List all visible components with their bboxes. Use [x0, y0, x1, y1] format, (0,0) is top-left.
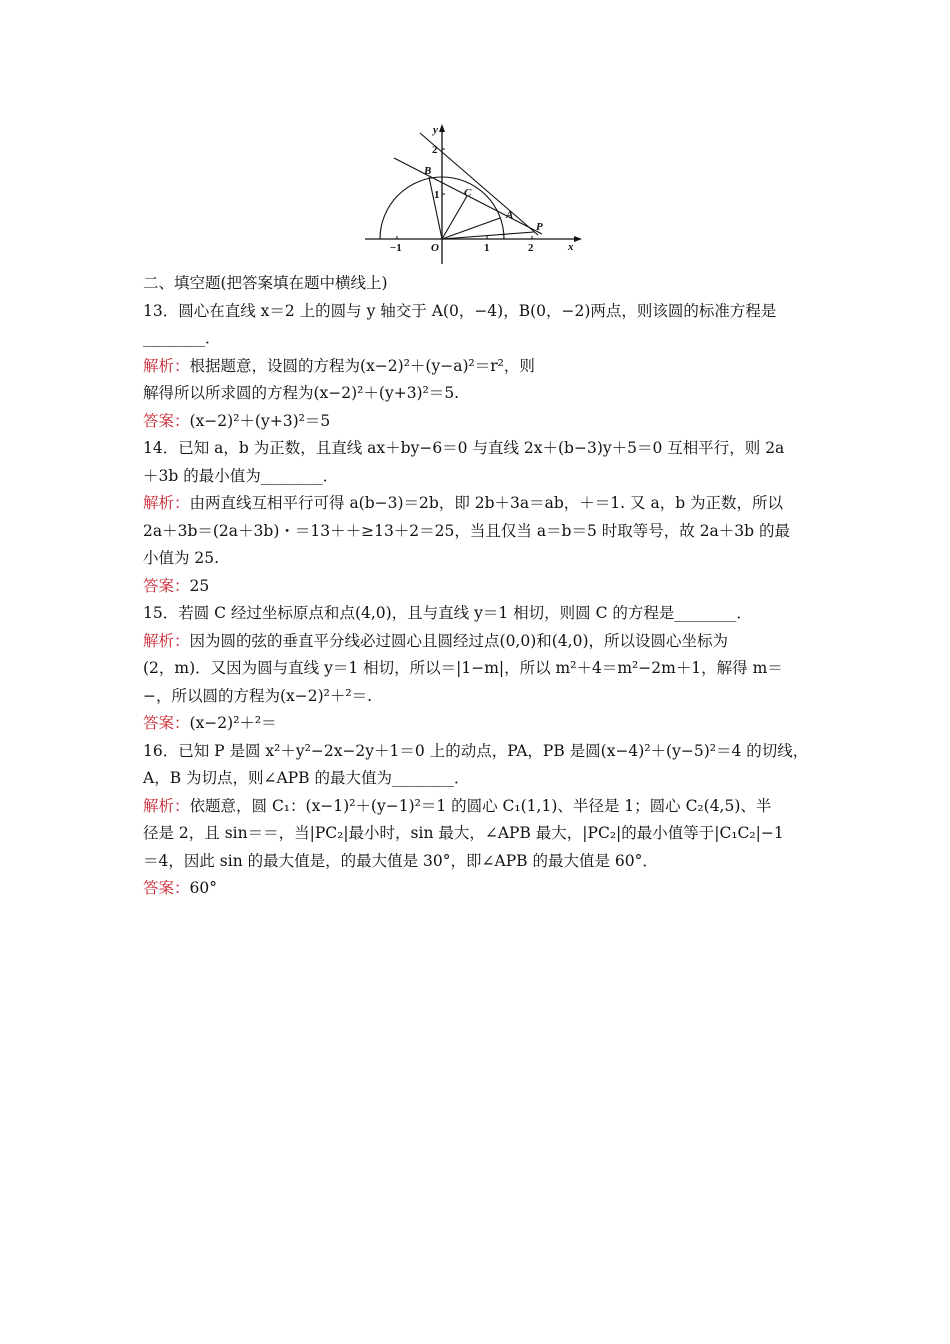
- analysis-label: 解析：: [143, 494, 190, 512]
- q16-line-1: 16．已知 P 是圆 x²＋y²−2x−2y＋1＝0 上的动点，PA，PB 是圆(x−4)²＋(y−5)²＝4 的切线，: [143, 741, 809, 760]
- point-a-label: A: [506, 209, 514, 221]
- radius-ob: [429, 177, 442, 239]
- analysis-label: 解析：: [143, 631, 190, 650]
- answer-label: 答案：: [143, 714, 190, 732]
- q13-analysis-text: 根据题意，设圆的方程为(x−2)²＋(y−a)²＝r²，则: [189, 356, 535, 375]
- q14-analysis-text: 由两直线互相平行可得 a(b−3)＝2b，即 2b＋3a＝ab，＋＝1. 又 a，b 为正数，所以: [189, 494, 784, 512]
- q16-answer: [143, 875, 823, 903]
- q14-analysis-line-3: 小值为 25.: [143, 549, 220, 567]
- q14-analysis-line-1: [143, 490, 823, 518]
- q14-answer-text: 25: [189, 576, 210, 595]
- x-axis-label: x: [568, 241, 574, 253]
- point-p-label: P: [536, 221, 543, 233]
- q15-answer-text: (x−2)²＋²＝: [189, 714, 277, 732]
- tick-label-y1: 1: [434, 189, 440, 201]
- tick-label-x1: 1: [484, 242, 490, 254]
- q15-answer: [143, 710, 823, 738]
- q13-line-2: ________．: [143, 329, 221, 347]
- answer-label: 答案：: [143, 576, 190, 595]
- q16-line-2: A，B 为切点，则∠APB 的最大值为________．: [143, 769, 470, 787]
- q16-analysis-text: 依题意，圆 C₁：(x−1)²＋(y−1)²＝1 的圆心 C₁(1,1)、半径是 1；圆心 C₂(4,5)、半: [189, 796, 772, 815]
- answer-label: 答案：: [143, 879, 190, 897]
- q14-line-2: ＋3b 的最小值为________．: [143, 466, 339, 485]
- section-title: 二、填空题(把答案填在题中横线上): [143, 274, 388, 292]
- q14-analysis-line-2: 2a＋3b＝(2a＋3b)・＝13＋＋≥13＋2＝25，当且仅当 a＝b＝5 时取等号，故 2a＋3b 的最: [143, 521, 791, 540]
- tick-label-x2: 2: [528, 242, 534, 254]
- q15-line-1: 15．若圆 C 经过坐标原点和点(4,0)，且与直线 y＝1 相切，则圆 C 的方程是________．: [143, 604, 752, 622]
- y-axis-label: y: [433, 124, 438, 136]
- segment-op: [442, 232, 534, 239]
- tick-label-y2: 2: [432, 144, 438, 156]
- q13-line-1: 13．圆心在直线 x＝2 上的圆与 y 轴交于 A(0，−4)，B(0，−2)两点，则该圆的标准方程是: [143, 301, 777, 320]
- x-axis-arrow: [574, 236, 582, 242]
- q14-answer: [143, 573, 823, 601]
- answer-label: 答案：: [143, 411, 190, 430]
- geometry-figure: [360, 118, 590, 268]
- q16-analysis-line-3: ＝4，因此 sin 的最大值是，的最大值是 30°，即∠APB 的最大值是 60°．: [143, 851, 658, 870]
- q13-answer-text: (x−2)²＋(y+3)²＝5: [189, 411, 331, 430]
- q13-analysis-line-2: 解得所以所求圆的方程为(x−2)²＋(y+3)²＝5.: [143, 384, 460, 402]
- q15-analysis-line-1: [143, 628, 823, 656]
- q15-analysis-text: 因为圆的弦的垂直平分线必过圆心且圆经过点(0,0)和(4,0)，所以设圆心坐标为: [189, 631, 729, 650]
- analysis-label: 解析：: [143, 796, 190, 815]
- circle-tangent-diagram: [360, 118, 590, 268]
- q14-line-1: 14．已知 a，b 为正数，且直线 ax＋by−6＝0 与直线 2x＋(b−3)y＋5＝0 互相平行，则 2a: [143, 439, 785, 457]
- segment-oc: [442, 196, 467, 239]
- analysis-label: 解析：: [143, 356, 190, 375]
- q16-answer-text: 60°: [189, 879, 217, 897]
- q15-analysis-line-3: −，所以圆的方程为(x−2)²＋²＝.: [143, 686, 373, 705]
- q15-analysis-line-2: (2，m)．又因为圆与直线 y＝1 相切，所以＝|1−m|，所以 m²＋4＝m²−2m＋1，解得 m＝: [143, 659, 783, 677]
- tick-label-xm1: −1: [390, 242, 402, 254]
- q16-analysis-line-1: [143, 793, 823, 821]
- q13-answer: [143, 408, 823, 436]
- point-b-label: B: [424, 165, 432, 177]
- y-axis-arrow: [439, 124, 445, 132]
- radius-oa: [442, 218, 500, 239]
- point-c-label: C: [464, 187, 472, 199]
- q13-analysis-line-1: [143, 353, 823, 381]
- origin-label: O: [431, 242, 439, 254]
- q16-analysis-line-2: 径是 2，且 sin＝＝，当|PC₂|最小时，sin 最大，∠APB 最大，|PC₂|的最小值等于|C₁C₂|−1: [143, 824, 784, 842]
- document-body: [143, 270, 823, 903]
